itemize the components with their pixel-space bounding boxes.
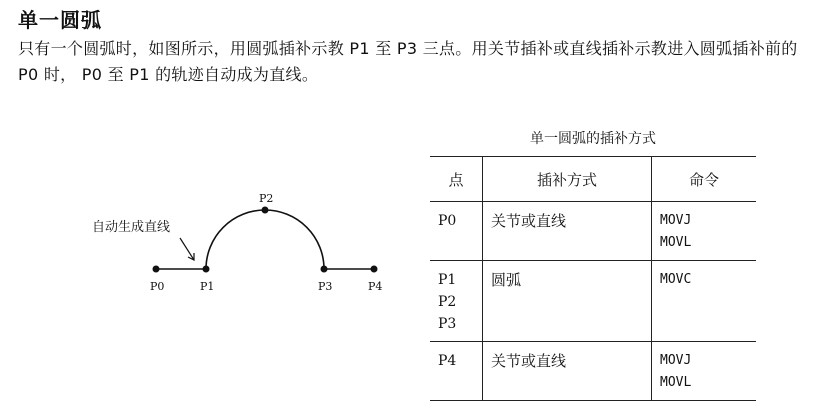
label-p0: P0 <box>150 280 165 293</box>
label-p2: P2 <box>259 192 274 205</box>
arrow-head-icon <box>188 253 194 260</box>
interpolation-table <box>430 156 756 401</box>
command-name: MOVL <box>660 235 692 250</box>
section-title: 单一圆弧 <box>18 8 102 32</box>
cell-points <box>430 342 483 401</box>
auto-line-annotation: 自动生成直线 <box>92 220 171 235</box>
header-command: 命令 <box>652 157 757 202</box>
cell-method: 圆弧 <box>483 261 652 342</box>
point-p4 <box>371 266 378 273</box>
point-name: P3 <box>438 316 457 332</box>
command-name: MOVL <box>660 375 692 390</box>
point-p1 <box>203 266 210 273</box>
table-row <box>430 202 756 261</box>
arc-diagram <box>80 180 420 300</box>
point-name: P4 <box>438 353 457 369</box>
annotation-arrow-line <box>180 238 194 260</box>
table-row <box>430 261 756 342</box>
label-p1: P1 <box>200 280 215 293</box>
command-name: MOVJ <box>660 353 692 368</box>
cell-points <box>430 261 483 342</box>
cell-commands <box>652 202 757 261</box>
cell-commands <box>652 342 757 401</box>
point-name: P0 <box>438 213 457 229</box>
table-header-row <box>430 157 756 202</box>
label-p4: P4 <box>368 280 383 293</box>
cell-commands <box>652 261 757 342</box>
table-caption: 单一圆弧的插补方式 <box>530 131 656 147</box>
cell-method: 关节或直线 <box>483 202 652 261</box>
command-name: MOVC <box>660 272 692 287</box>
cell-method: 关节或直线 <box>483 342 652 401</box>
label-p3: P3 <box>318 280 333 293</box>
point-name: P2 <box>438 294 457 310</box>
command-name: MOVJ <box>660 213 692 228</box>
point-p2 <box>262 207 269 214</box>
arc-diagram-svg <box>80 180 420 300</box>
arc-p1-p3 <box>206 210 324 269</box>
point-name: P1 <box>438 272 457 288</box>
header-method: 插补方式 <box>483 157 652 202</box>
cell-points <box>430 202 483 261</box>
point-p3 <box>321 266 328 273</box>
header-point: 点 <box>430 157 483 202</box>
description-paragraph: 只有一个圆弧时，如图所示，用圆弧插补示教 P1 至 P3 三点。用关节插补或直线插补示教进入圆弧插补前的 P0 时， P0 至 P1 的轨迹自动成为直线。 <box>18 39 798 84</box>
table-row <box>430 342 756 401</box>
point-p0 <box>153 266 160 273</box>
